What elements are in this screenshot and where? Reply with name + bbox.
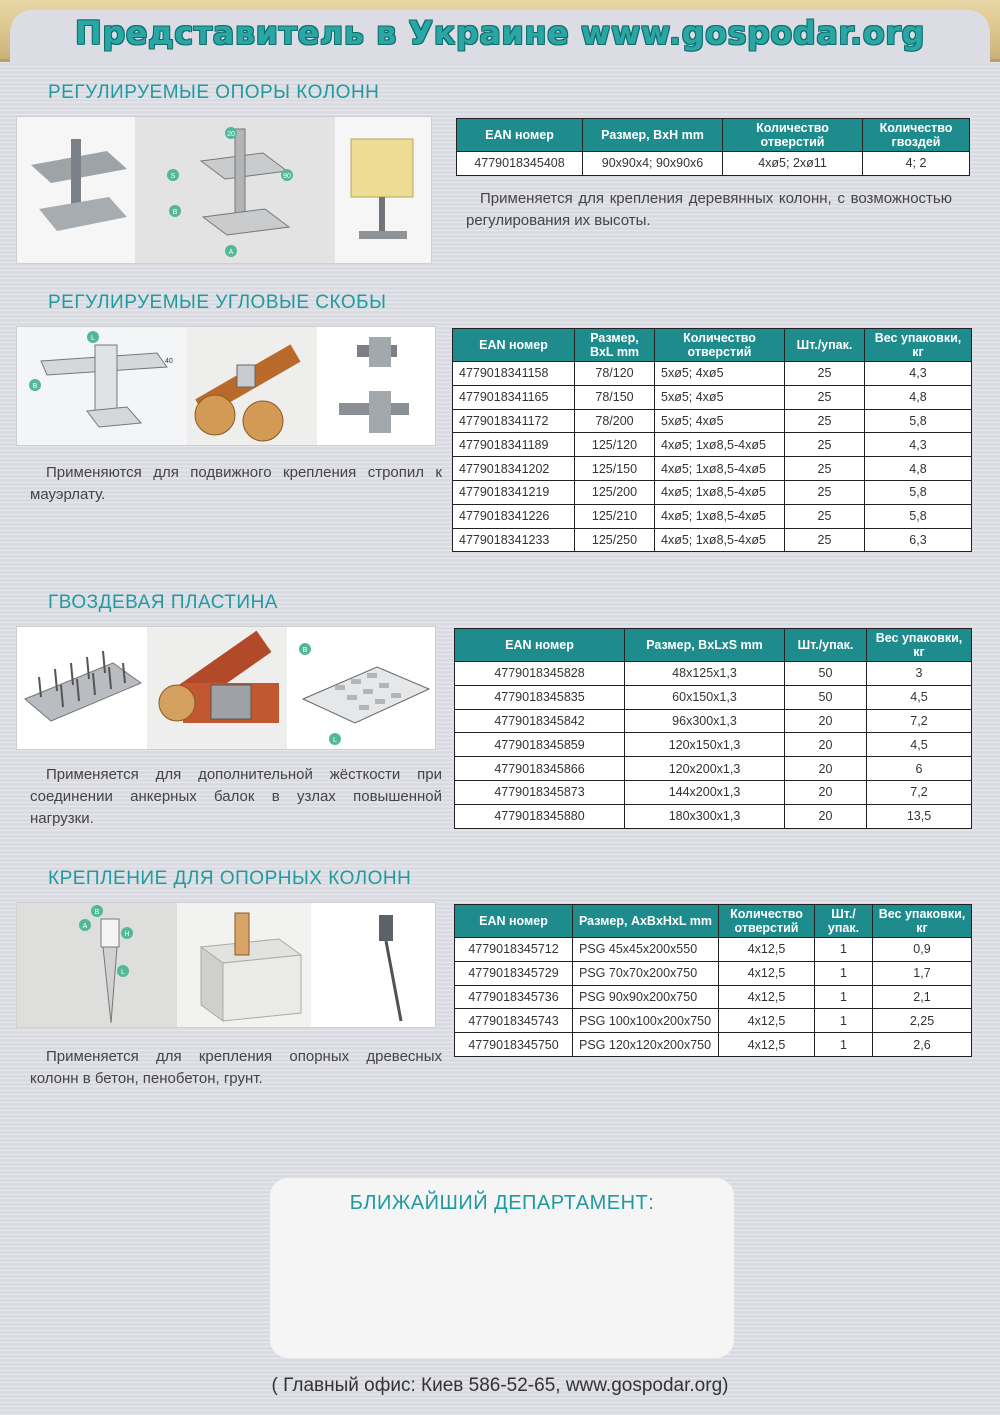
table-header-row	[457, 119, 970, 152]
dimension-label-b: B	[302, 647, 308, 654]
column-header: Размер, BxH mm	[583, 119, 723, 152]
table-cell: 50	[785, 685, 867, 709]
table-cell: 4; 2	[863, 152, 970, 176]
table-cell: 4,8	[865, 457, 972, 481]
table-cell: 96x300x1,3	[625, 709, 785, 733]
table-cell: PSG 100x100x200x750	[573, 1009, 719, 1033]
table-cell: 4779018345842	[455, 709, 625, 733]
table-cell: 4779018345835	[455, 685, 625, 709]
table-cell: 2,25	[873, 1009, 972, 1033]
table-cell: PSG 45x45x200x550	[573, 938, 719, 962]
nearest-department-box	[270, 1178, 734, 1358]
table-cell: 25	[785, 433, 865, 457]
table-row	[455, 1033, 972, 1057]
table-cell: 5,8	[865, 504, 972, 528]
corner-brackets-description: Применяются для подвижного крепления стропил к мауэрлату.	[30, 464, 442, 503]
table-cell: 4xø5; 1xø8,5-4xø5	[655, 504, 785, 528]
table-cell: 125/120	[575, 433, 655, 457]
table-cell: 20	[785, 733, 867, 757]
table-row	[453, 362, 972, 386]
dimension-label-40: 40	[165, 358, 173, 365]
table-cell: 25	[785, 504, 865, 528]
post-anchors-illustration	[17, 903, 436, 1028]
column-supports-illustration	[17, 117, 432, 264]
table-cell: 125/250	[575, 528, 655, 552]
table-row	[455, 733, 972, 757]
nail-plate-description: Применяется для дополнительной жёсткости при соединении анкерных балок в узлах повышенной нагрузки.	[30, 766, 442, 827]
table-cell: 4779018341165	[453, 385, 575, 409]
table-cell: 4x12,5	[719, 1033, 815, 1057]
table-row	[455, 780, 972, 804]
table-cell: 4x12,5	[719, 1009, 815, 1033]
table-cell: 4xø5; 1xø8,5-4xø5	[655, 457, 785, 481]
table-cell: 4,3	[865, 362, 972, 386]
dimension-label-b: B	[172, 209, 178, 216]
column-header: Вес упаковки, кг	[867, 629, 972, 662]
table-cell: 4779018345729	[455, 961, 573, 985]
table-cell: 4779018345873	[455, 780, 625, 804]
table-cell: 3	[867, 662, 972, 686]
column-header: Шт./ упак.	[815, 905, 873, 938]
table-row	[453, 409, 972, 433]
table-cell: 1,7	[873, 961, 972, 985]
table-cell: 4779018345828	[455, 662, 625, 686]
dimension-label-20: 20	[227, 131, 235, 138]
column-supports-image	[16, 116, 432, 264]
column-header: Вес упаковки, кг	[873, 905, 972, 938]
table-cell: 4779018341226	[453, 504, 575, 528]
table-cell: 4779018345712	[455, 938, 573, 962]
table-row	[453, 457, 972, 481]
section-title-nail-plate: ГВОЗДЕВАЯ ПЛАСТИНА	[48, 592, 278, 613]
table-cell: 4779018345880	[455, 804, 625, 828]
table-cell: 4xø5; 1xø8,5-4xø5	[655, 528, 785, 552]
column-supports-description: Применяется для крепления деревянных колонн, с возможностью регулирования их высоты.	[466, 190, 952, 229]
table-cell: 20	[785, 780, 867, 804]
dimension-label-l: L	[333, 737, 337, 744]
table-cell: 60x150x1,3	[625, 685, 785, 709]
table-cell: 50	[785, 662, 867, 686]
table-cell: 20	[785, 709, 867, 733]
table-cell: 4xø5; 1xø8,5-4xø5	[655, 433, 785, 457]
table-cell: 4x12,5	[719, 938, 815, 962]
table-cell: 7,2	[867, 780, 972, 804]
section-title-post-anchors: КРЕПЛЕНИЕ ДЛЯ ОПОРНЫХ КОЛОНН	[48, 868, 412, 889]
column-header: Количество отверстий	[719, 905, 815, 938]
table-cell: 2,6	[873, 1033, 972, 1057]
table-cell: 4779018341219	[453, 480, 575, 504]
table-cell: 5,8	[865, 480, 972, 504]
table-row	[453, 528, 972, 552]
table-cell: 1	[815, 938, 873, 962]
column-header: Количество отверстий	[723, 119, 863, 152]
table-cell: 78/200	[575, 409, 655, 433]
table-cell: 78/120	[575, 362, 655, 386]
table-cell: 2,1	[873, 985, 972, 1009]
nail-plate-illustration	[17, 627, 436, 750]
table-row	[453, 504, 972, 528]
footer-contact: ( Главный офис: Киев 586-52-65, www.gospodar.org)	[271, 1375, 729, 1396]
table-header-row	[453, 329, 972, 362]
table-cell: PSG 70x70x200x750	[573, 961, 719, 985]
table-cell: 78/150	[575, 385, 655, 409]
dimension-label-90: 90	[283, 173, 291, 180]
table-row	[455, 757, 972, 781]
table-cell: 6,3	[865, 528, 972, 552]
table-cell: 25	[785, 362, 865, 386]
section-title-column-supports: РЕГУЛИРУЕМЫЕ ОПОРЫ КОЛОНН	[48, 82, 380, 103]
table-cell: 7,2	[867, 709, 972, 733]
column-header: Количество гвоздей	[863, 119, 970, 152]
header-title: Представитель в Украине www.gospodar.org	[75, 14, 925, 52]
table-cell: 4779018345736	[455, 985, 573, 1009]
table-cell: 4,5	[867, 733, 972, 757]
table-cell: 4,8	[865, 385, 972, 409]
column-header: Размер, BxLxS mm	[625, 629, 785, 662]
table-cell: 4779018345408	[457, 152, 583, 176]
table-cell: 4779018341172	[453, 409, 575, 433]
table-cell: 20	[785, 804, 867, 828]
table-row	[455, 804, 972, 828]
post-anchors-table	[454, 904, 972, 1057]
table-cell: 4779018345859	[455, 733, 625, 757]
table-row	[455, 1009, 972, 1033]
column-header: Размер, AxBxHxL mm	[573, 905, 719, 938]
dimension-label-h: H	[124, 931, 130, 938]
table-cell: 4779018345743	[455, 1009, 573, 1033]
table-cell: 4779018341233	[453, 528, 575, 552]
nearest-department-title: БЛИЖАЙШИЙ ДЕПАРТАМЕНТ:	[349, 1192, 655, 1214]
table-cell: 25	[785, 528, 865, 552]
table-cell: 20	[785, 757, 867, 781]
table-row	[455, 662, 972, 686]
table-row	[455, 685, 972, 709]
post-anchors-description: Применяется для крепления опорных древесных колонн в бетон, пенобетон, грунт.	[30, 1048, 442, 1087]
nail-plate-image	[16, 626, 436, 750]
dimension-label-s: S	[170, 173, 176, 180]
table-cell: 48x125x1,3	[625, 662, 785, 686]
dimension-label-a: A	[228, 249, 234, 256]
table-cell: 5xø5; 4xø5	[655, 409, 785, 433]
table-cell: 5,8	[865, 409, 972, 433]
table-cell: 144x200x1,3	[625, 780, 785, 804]
table-cell: 4779018345866	[455, 757, 625, 781]
table-cell: 5xø5; 4xø5	[655, 385, 785, 409]
table-cell: 1	[815, 961, 873, 985]
table-cell: 120x150x1,3	[625, 733, 785, 757]
table-header-row	[455, 905, 972, 938]
table-cell: 25	[785, 457, 865, 481]
table-cell: 4x12,5	[719, 985, 815, 1009]
table-cell: 125/150	[575, 457, 655, 481]
column-header: EAN номер	[453, 329, 575, 362]
column-header: Количество отверстий	[655, 329, 785, 362]
table-row	[453, 480, 972, 504]
column-header: Шт./упак.	[785, 329, 865, 362]
table-cell: 25	[785, 409, 865, 433]
table-cell: PSG 120x120x200x750	[573, 1033, 719, 1057]
table-cell: 25	[785, 480, 865, 504]
table-cell: 5xø5; 4xø5	[655, 362, 785, 386]
table-header-row	[455, 629, 972, 662]
table-cell: 4779018341202	[453, 457, 575, 481]
corner-brackets-image	[16, 326, 436, 446]
table-cell: 13,5	[867, 804, 972, 828]
table-cell: 4779018341158	[453, 362, 575, 386]
table-cell: 125/210	[575, 504, 655, 528]
table-cell: 120x200x1,3	[625, 757, 785, 781]
corner-brackets-illustration	[17, 327, 436, 446]
table-cell: 1	[815, 985, 873, 1009]
table-cell: 4x12,5	[719, 961, 815, 985]
column-header: Вес упаковки, кг	[865, 329, 972, 362]
table-cell: 6	[867, 757, 972, 781]
column-header: EAN номер	[455, 905, 573, 938]
dimension-label-l: L	[121, 969, 125, 976]
column-header: EAN номер	[457, 119, 583, 152]
table-cell: 4xø5; 2xø11	[723, 152, 863, 176]
table-cell: PSG 90x90x200x750	[573, 985, 719, 1009]
dimension-label-b: B	[94, 909, 100, 916]
table-cell: 4,5	[867, 685, 972, 709]
column-supports-table	[456, 118, 970, 176]
dimension-label-l: L	[91, 335, 95, 342]
table-cell: 1	[815, 1009, 873, 1033]
table-cell: 4xø5; 1xø8,5-4xø5	[655, 480, 785, 504]
table-cell: 125/200	[575, 480, 655, 504]
table-row	[455, 938, 972, 962]
column-header: Размер, BxL mm	[575, 329, 655, 362]
table-row	[455, 709, 972, 733]
table-cell: 4779018341189	[453, 433, 575, 457]
section-title-corner-brackets: РЕГУЛИРУЕМЫЕ УГЛОВЫЕ СКОБЫ	[48, 292, 387, 313]
dimension-label-a: A	[82, 923, 88, 930]
table-cell: 1	[815, 1033, 873, 1057]
nail-plate-table	[454, 628, 972, 829]
table-cell: 90x90x4; 90x90x6	[583, 152, 723, 176]
post-anchors-image	[16, 902, 436, 1028]
table-row	[453, 385, 972, 409]
table-cell: 25	[785, 385, 865, 409]
table-row	[455, 961, 972, 985]
table-cell: 4,3	[865, 433, 972, 457]
dimension-label-b: B	[32, 383, 38, 390]
column-header: EAN номер	[455, 629, 625, 662]
table-row	[455, 985, 972, 1009]
table-cell: 4779018345750	[455, 1033, 573, 1057]
table-row	[453, 433, 972, 457]
column-header: Шт./упак.	[785, 629, 867, 662]
table-cell: 180x300x1,3	[625, 804, 785, 828]
corner-brackets-table	[452, 328, 972, 552]
table-row	[457, 152, 970, 176]
table-cell: 0,9	[873, 938, 972, 962]
